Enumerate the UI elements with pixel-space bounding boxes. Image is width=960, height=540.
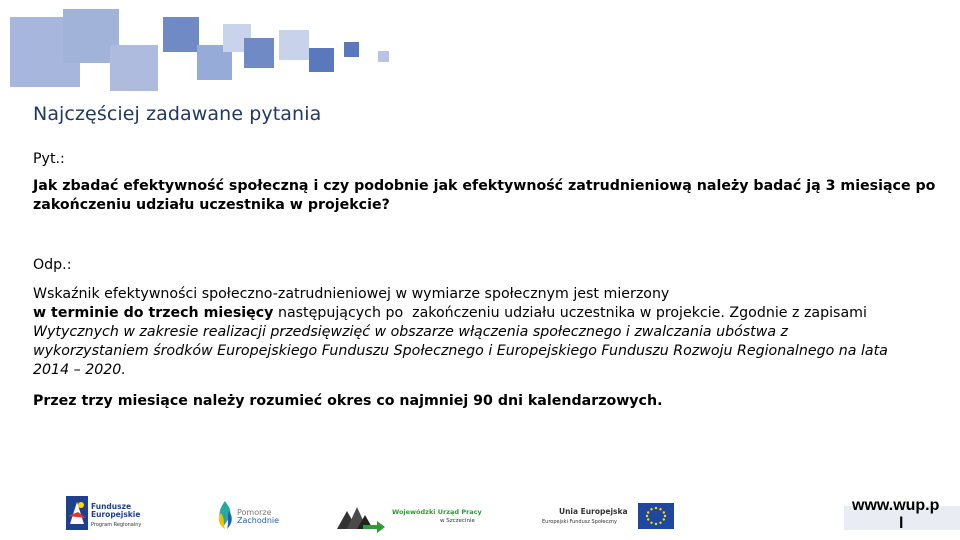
unia-europejska-logo	[540, 495, 680, 535]
wup-buildings-icon	[337, 501, 385, 533]
answer-line-5: 2014 – 2020.	[33, 362, 126, 378]
answer-line-2	[33, 304, 867, 323]
pomorze-zachodnie-logo	[215, 495, 285, 535]
pomorze-line-1: Pomorze	[237, 508, 272, 517]
answer-label: Odp.:	[33, 257, 72, 273]
answer-emphasis: w terminie do trzech miesięcy	[33, 305, 274, 321]
deco-square	[244, 38, 274, 68]
pomorze-line-2: Zachodnie	[237, 516, 280, 525]
conclusion-text: Przez trzy miesiące należy rozumieć okres co najmniej 90 dni kalendarzowych.	[33, 393, 663, 409]
fundusze-europejskie-logo	[66, 495, 156, 535]
question-text-line-2: zakończeniu udziału uczestnika w projekcie?	[33, 197, 390, 213]
deco-square	[378, 51, 389, 62]
fe-star-icon	[66, 496, 88, 530]
deco-square	[110, 45, 158, 91]
wup-szczecin-logo	[337, 495, 487, 535]
wup-line-2: w Szczecinie	[440, 518, 475, 524]
fe-line-3: Program Regionalny	[91, 522, 142, 528]
deco-square	[344, 42, 359, 57]
website-url-line-2[interactable]: l	[899, 515, 904, 532]
page-title: Najczęściej zadawane pytania	[33, 103, 322, 125]
fe-line-1: Fundusze	[91, 502, 132, 511]
ue-line-2: Europejski Fundusz Społeczny	[542, 519, 617, 525]
wup-line-1: Wojewódzki Urząd Pracy	[392, 508, 482, 516]
answer-line-3: Wytycznych w zakresie realizacji przedsięwzięć w obszarze włączenia społecznego i zwalczania ubóstwa z	[33, 324, 788, 340]
eu-flag-icon	[638, 503, 674, 529]
deco-square	[163, 17, 199, 52]
fe-line-2: Europejskie	[91, 510, 141, 519]
question-text-line-1: Jak zbadać efektywność społeczną i czy podobnie jak efektywność zatrudnieniową należy badać ją 3 miesiące po	[33, 178, 936, 194]
deco-square	[279, 30, 309, 60]
website-url-line-1[interactable]: www.wup.p	[852, 497, 940, 514]
question-label: Pyt.:	[33, 151, 65, 167]
answer-line-4: wykorzystaniem środków Europejskiego Funduszu Społecznego i Europejskiego Funduszu Rozwoju Regionalnego na lata	[33, 343, 888, 359]
pomorze-flame-icon	[215, 499, 237, 531]
deco-square	[309, 48, 334, 72]
ue-line-1: Unia Europejska	[559, 507, 628, 516]
footer-logos	[0, 495, 960, 540]
answer-line-2-rest: następujących po zakończeniu udziału uczestnika w projekcie. Zgodnie z zapisami	[273, 305, 867, 321]
answer-line-1: Wskaźnik efektywności społeczno-zatrudnieniowej w wymiarze społecznym jest mierzony	[33, 286, 670, 302]
